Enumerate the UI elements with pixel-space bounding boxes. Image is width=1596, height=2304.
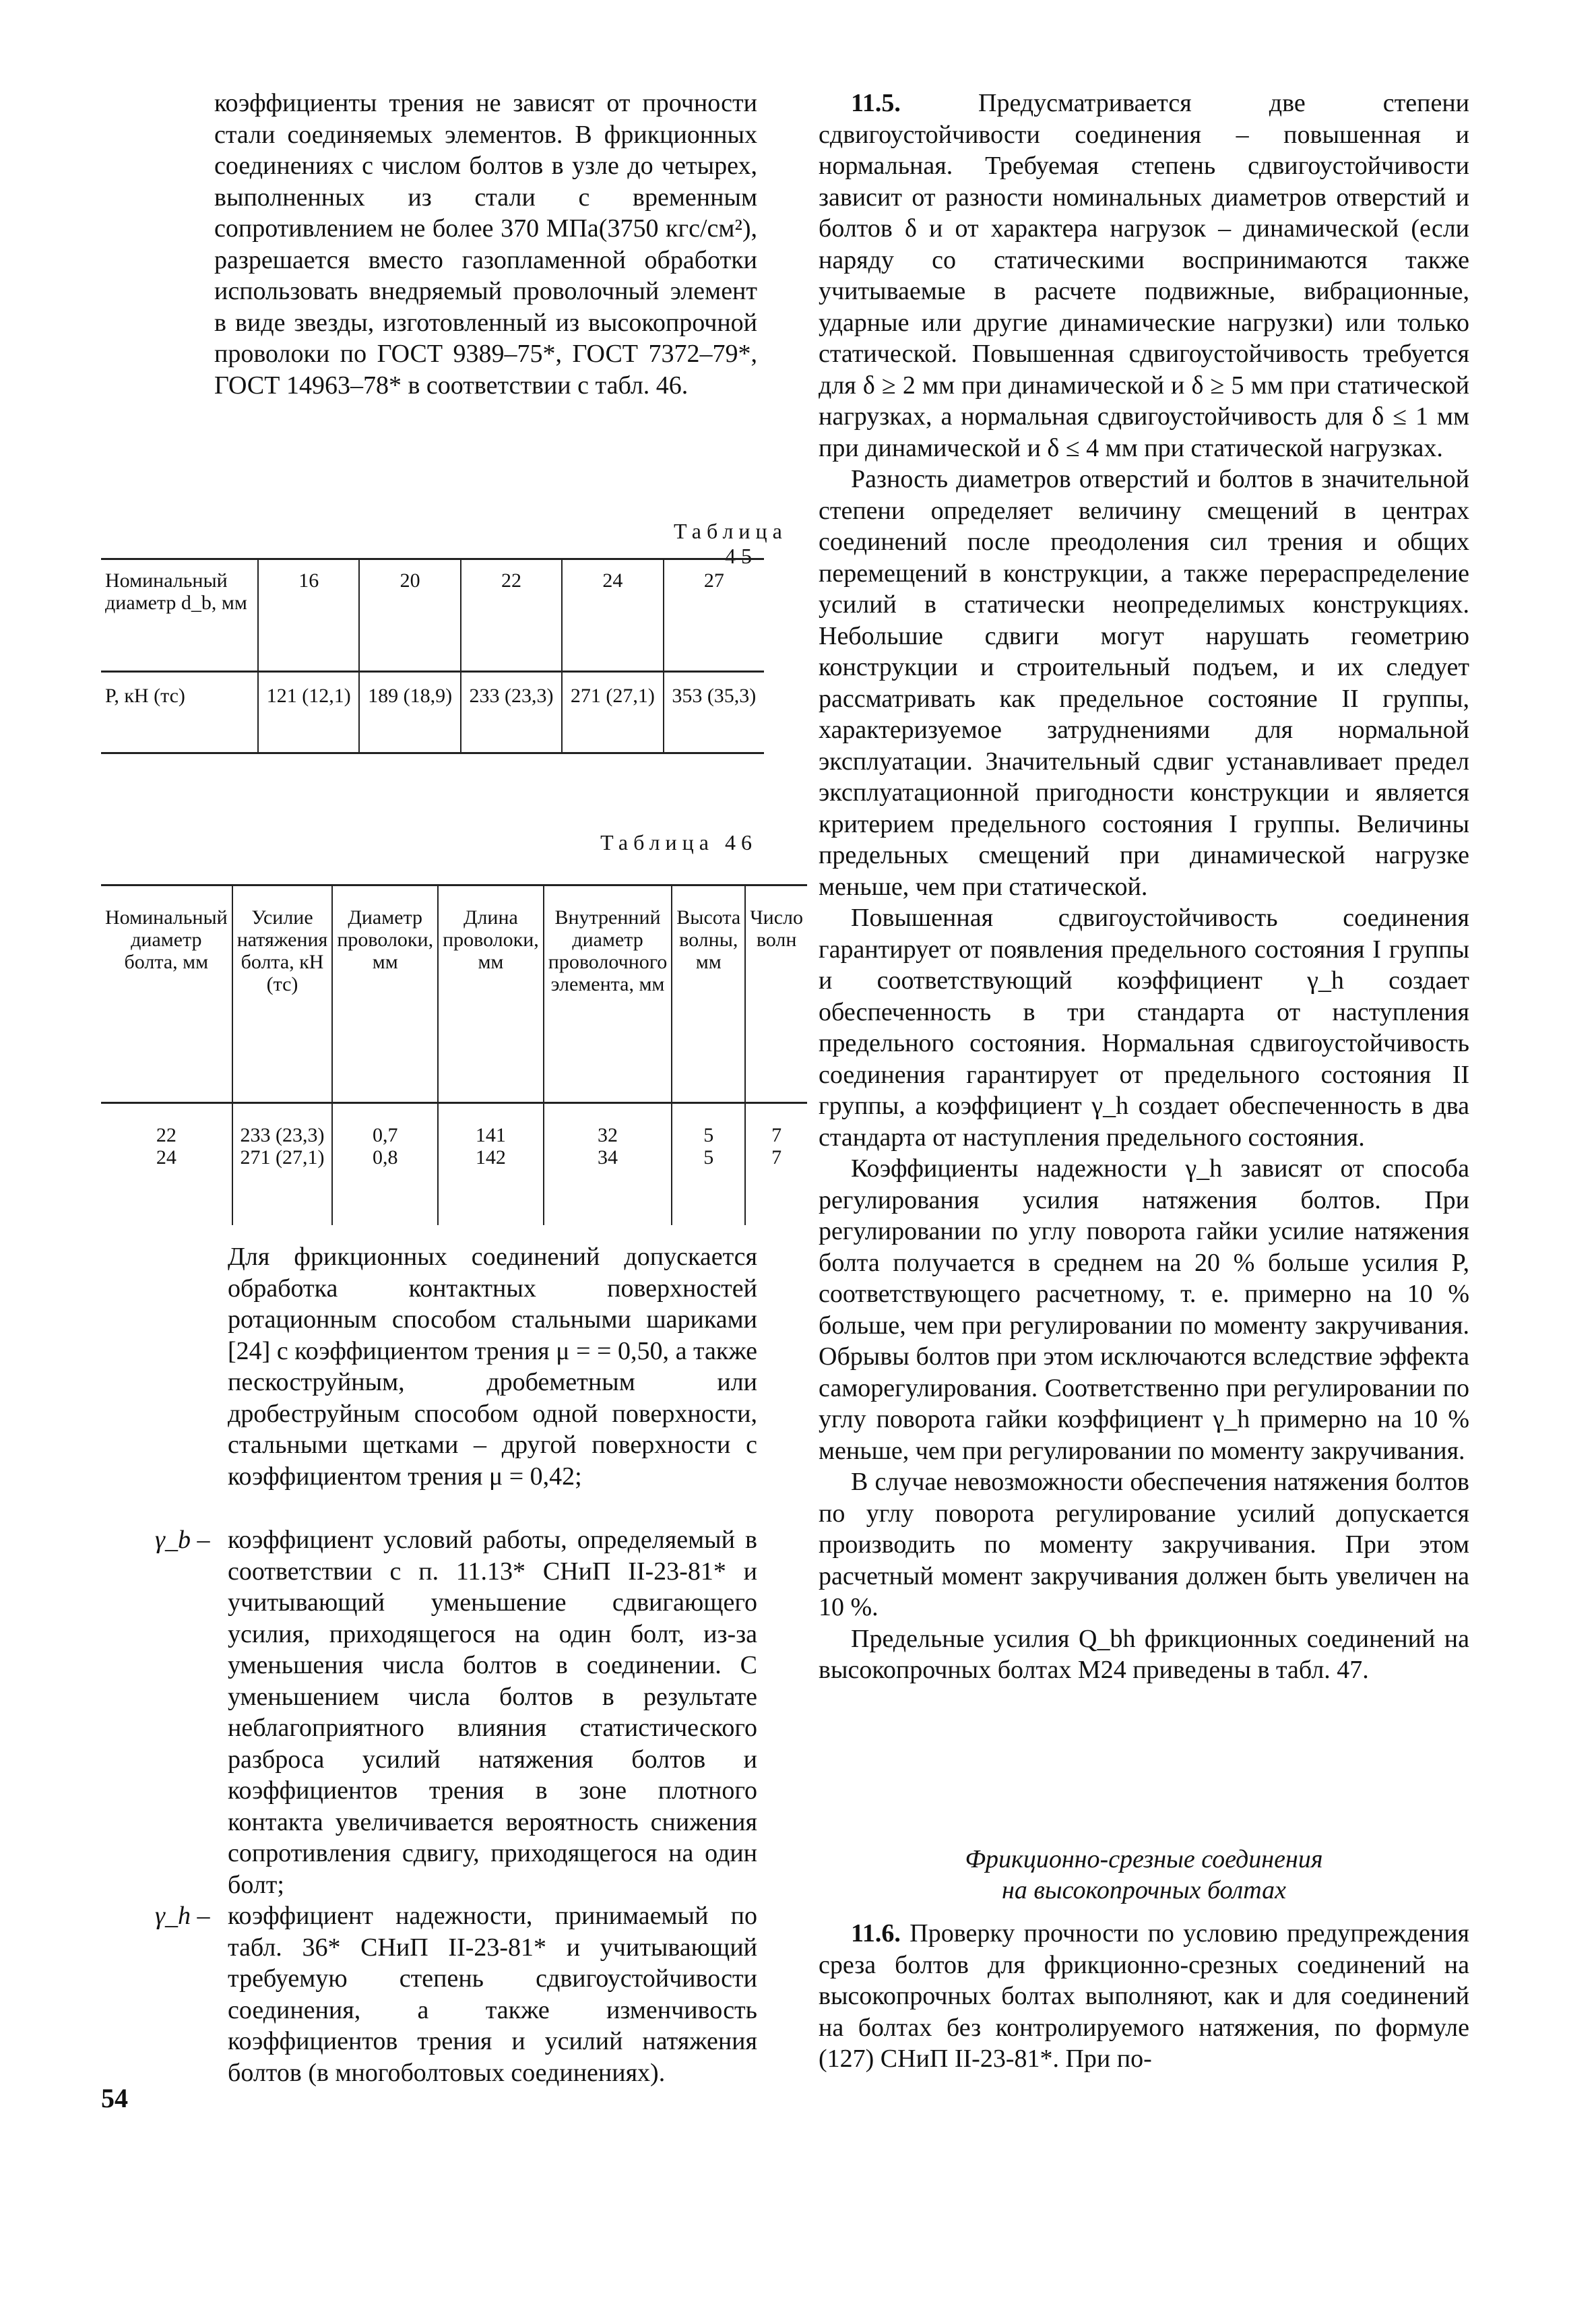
paragraph: Предельные усилия Q_bh фрикционных соединений на высокопрочных болтах М24 приведены в табл. 47. xyxy=(819,1624,1469,1684)
paragraph: Разность диаметров отверстий и болтов в значительной степени определяет величину смещений в центрах соединений после преодоления сил трения и общих перемещений в конструкции, а также перераспределение усилий в статически неопределимых конструкциях. Небольшие сдвиги могут нарушать геометрию конструкции и строительный подъем, и их следует рассматривать как предельное состояние II группы, характеризуемое затруднениями для нормальной эксплуатации. Значительный сдвиг устанавливает предел эксплуатационной пригодности конструкции и является критерием предельного состояния I группы. Величины предельных смещений при динамической нагрузке меньше, чем при статической. xyxy=(819,465,1469,901)
page-number: 54 xyxy=(101,2083,128,2113)
glossary-text: коэффициент надежности, принимаемый по табл. 36* СНиП II-23-81* и учитывающий требуемую степень сдвигоустойчивости соединения, а также изменчивость коэффициентов трения и усилий натяжения болтов (в многоболтовых соединениях). xyxy=(228,1902,757,2087)
table-cell: 22 xyxy=(461,559,562,672)
table-header-cell: Номинальный диаметр болта, мм xyxy=(101,885,232,1103)
paragraph: Повышенная сдвигоустойчивость соединения гарантирует от появления предельного состояния I группы и соответствующий коэффициент γ_h создает обеспеченность в три стандарта от наступления предельного состояния. Нормальная сдвигоустойчивость соединения гарантирует от предельного состояния II группы, а коэффициент γ_h создает обеспеченность в два стандарта от наступления предельного состояния. xyxy=(819,904,1469,1152)
table-header-cell: Число волн xyxy=(745,885,807,1103)
table-cell: 233 (23,3) 271 (27,1) xyxy=(232,1103,333,1226)
table-cell: 353 (35,3) xyxy=(664,672,764,753)
table-cell: 141 142 xyxy=(438,1103,544,1226)
table-header-cell: Диаметр проволоки, мм xyxy=(332,885,438,1103)
table-header-cell: Усилие натяжения болта, кН (тс) xyxy=(232,885,333,1103)
table-row xyxy=(101,672,764,753)
glossary-gamma-b xyxy=(155,1524,757,1929)
table-cell: 189 (18,9) xyxy=(359,672,460,753)
table-cell: 233 (23,3) xyxy=(461,672,562,753)
table-header-cell: Внутренний диаметр проволочного элемента, мм xyxy=(544,885,672,1103)
table-45-caption: Таблица 45 xyxy=(674,519,788,568)
paragraph: Для фрикционных соединений допускается обработка контактных поверхностей ротационным способом стальными шариками [24] с коэффициентом трения μ = = 0,50, а также пескоструйным, дробеметным или дробеструйным способом одной поверхности, стальными щетками – другой поверхности с коэффициентом трения μ = 0,42; xyxy=(228,1243,757,1491)
table-45 xyxy=(101,558,764,754)
table-cell: 24 xyxy=(562,559,663,672)
table-header-cell: Высота волны, мм xyxy=(672,885,745,1103)
glossary-gamma-h xyxy=(155,1900,757,2103)
table-cell: 5 5 xyxy=(672,1103,745,1226)
paragraph-11-6: 11.6. Проверку прочности по условию предупреждения среза болтов для фрикционно-срезных соединений на высокопрочных болтах выполняют, как и для соединений на болтах без контролируемого натяжения, по формуле (127) СНиП II-23-81*. При по- xyxy=(819,1919,1470,2073)
left-column-top xyxy=(214,88,757,401)
table-cell: 0,7 0,8 xyxy=(332,1103,438,1226)
table-row xyxy=(101,559,764,672)
paragraph: Коэффициенты надежности γ_h зависят от способа регулирования усилия натяжения болтов. При регулировании по углу поворота гайки усилие натяжения болта получается в среднем на 20 % больше усилия P, соответствующего расчетному, т. е. примерно на 10 % больше, чем при регулировании по моменту закручивания. Обрывы болтов при этом исключаются вследствие эффекта саморегулирования. Соответственно при регулировании по углу поворота гайки коэффициент γ_h примерно на 10 % меньше, чем при регулировании по моменту закручивания. xyxy=(819,1154,1469,1465)
glossary-symbol: γ_b – xyxy=(155,1526,210,1554)
left-column-bottom xyxy=(228,1241,757,1492)
table-row xyxy=(101,885,807,1103)
table-cell: 16 xyxy=(258,559,359,672)
paragraph: В случае невозможности обеспечения натяжения болтов по углу поворота регулирование усилий допускается производить по моменту закручивания. При этом расчетный момент закручивания должен быть увеличен на 10 %. xyxy=(819,1468,1469,1621)
table-46 xyxy=(101,884,807,1225)
table-header-cell: Длина проволоки, мм xyxy=(438,885,544,1103)
paragraph: коэффициенты трения не зависят от прочности стали соединяемых элементов. В фрикционных соединениях с числом болтов в узле до четырех, выполненных из стали с временным сопротивлением не более 370 МПа(3750 кгс/см²), разрешается вместо газопламенной обработки использовать внедряемый проволочный элемент в виде звезды, изготовленный из высокопрочной проволоки по ГОСТ 9389–75*, ГОСТ 7372–79*, ГОСТ 14963–78* в соответствии с табл. 46. xyxy=(214,89,757,400)
table-cell: P, кН (тс) xyxy=(101,672,258,753)
table-cell: 32 34 xyxy=(544,1103,672,1226)
table-cell: 7 7 xyxy=(745,1103,807,1226)
right-column-bottom xyxy=(819,1918,1469,2075)
table-cell: 22 24 xyxy=(156,1124,177,1169)
glossary-text: коэффициент условий работы, определяемый в соответствии с п. 11.13* СНиП II-23-81* и учитывающий уменьшение сдвигающего усилия, приходящегося на один болт, из-за уменьшения числа болтов в соединении. С уменьшением числа болтов в результате неблагоприятного влияния статистического разброса усилий натяжения болтов и коэффициентов трения в зоне плотного контакта увеличивается вероятность снижения сопротивления сдвигу, приходящегося на один болт; xyxy=(228,1526,757,1899)
table-cell: 121 (12,1) xyxy=(258,672,359,753)
paragraph-11-5: 11.5. Предусматривается две степени сдвигоустойчивости соединения – повышенная и нормальная. Требуемая степень сдвигоустойчивости зависит от разности номинальных диаметров отверстий и болтов δ и от характера нагрузок – динамической (если наряду со статическими воспринимаются также учитываемые в расчете подвижные, вибрационные, ударные или другие динамические нагрузки) или только статической. Повышенная сдвигоустойчивость требуется для δ ≥ 2 мм при динамической и δ ≥ 5 мм при статической нагрузках, а нормальная сдвигоустойчивость для δ ≤ 1 мм при динамической и δ ≤ 4 мм при статической нагрузках. xyxy=(819,89,1469,462)
glossary-symbol: γ_h – xyxy=(155,1902,210,1930)
table-46-caption: Таблица 46 xyxy=(600,830,757,854)
table-cell: 20 xyxy=(359,559,460,672)
table-cell: 27 xyxy=(664,559,764,672)
table-row xyxy=(101,1103,807,1226)
table-cell: 271 (27,1) xyxy=(562,672,663,753)
table-cell: Номинальный диаметр d_b, мм xyxy=(105,569,247,614)
section-heading: Фрикционно-срезные соединения на высокопрочных болтах xyxy=(965,1845,1323,1904)
right-column xyxy=(819,88,1469,1686)
